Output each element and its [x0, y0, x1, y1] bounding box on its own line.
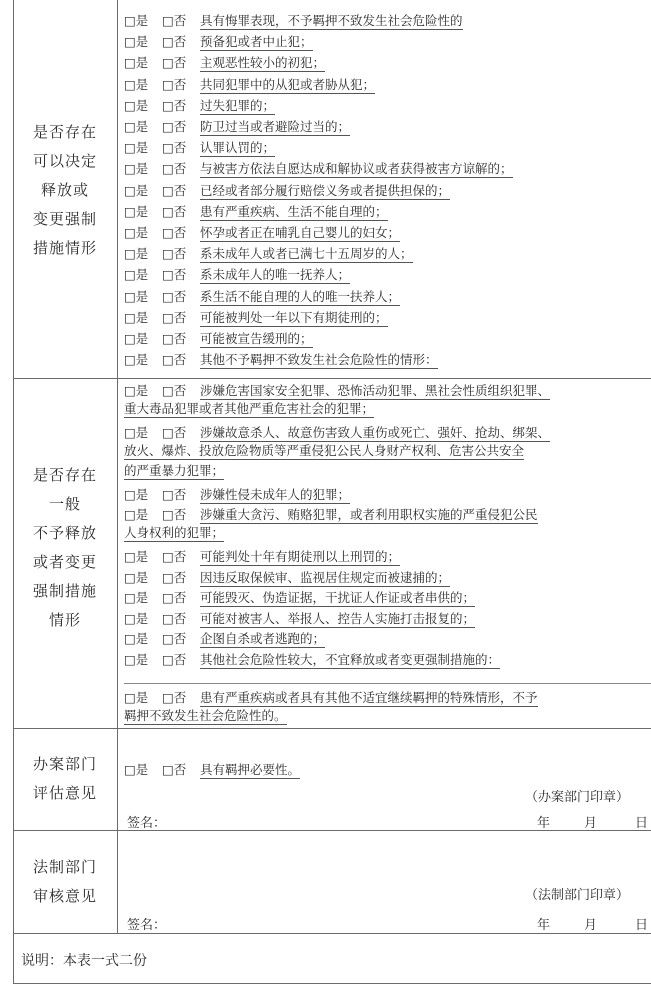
section1-item-11 — [124, 223, 651, 242]
section1-item-5 — [124, 96, 651, 115]
section3-label — [13, 750, 117, 808]
no-checkbox[interactable]: □否 — [162, 352, 187, 368]
item-text: 涉嫌性侵未成年人的犯罪； — [200, 487, 351, 502]
section1-item-1 — [124, 11, 651, 30]
section2-item-2 — [124, 423, 651, 442]
section2-item-3 — [124, 588, 651, 607]
no-checkbox[interactable]: □否 — [162, 161, 187, 177]
item-text: 的严重暴力犯罪； — [124, 463, 225, 478]
section3-month: 月 — [584, 816, 598, 831]
section4-day: 日 — [635, 918, 649, 933]
item-text: 具有悔罪表现，不予羁押不致发生社会危险性的 — [200, 13, 463, 28]
yes-checkbox[interactable]: □是 — [124, 425, 149, 440]
section1-item-4 — [124, 75, 651, 94]
item-text: 企图自杀或者逃跑的； — [200, 631, 326, 647]
yes-checkbox[interactable]: □是 — [124, 549, 149, 564]
yes-checkbox[interactable]: □是 — [124, 267, 149, 283]
section3-seal: （办案部门印章） — [525, 790, 630, 805]
section1-item-12 — [124, 244, 651, 263]
item-text: 重大毒品犯罪或者其他严重危害社会的犯罪； — [124, 401, 375, 416]
section1-label-line: 可以决定 — [32, 152, 97, 170]
yes-checkbox[interactable]: □是 — [124, 140, 149, 156]
no-checkbox[interactable]: □否 — [162, 631, 187, 647]
section2-label-line: 是否存在 — [32, 466, 97, 484]
yes-checkbox[interactable]: □是 — [124, 507, 149, 522]
divider-4 — [13, 933, 651, 934]
yes-checkbox[interactable]: □是 — [124, 246, 149, 262]
section2-label — [13, 461, 117, 635]
item-text: 过失犯罪的； — [200, 97, 276, 113]
section1-item-6 — [124, 117, 651, 136]
no-checkbox[interactable]: □否 — [162, 549, 187, 564]
section1-item-14 — [124, 287, 651, 306]
yes-checkbox[interactable]: □是 — [124, 610, 149, 626]
section2-label-line: 或者变更 — [32, 553, 97, 571]
section1-label-line: 变更强制 — [32, 210, 97, 228]
section2-item-1-cont — [124, 401, 651, 418]
yes-checkbox[interactable]: □是 — [124, 13, 149, 28]
yes-checkbox[interactable]: □是 — [124, 203, 149, 219]
item-text: 系未成年人的唯一抚养人； — [200, 267, 351, 283]
section3-sign: 签名： — [127, 816, 167, 831]
section1-label — [13, 118, 117, 263]
no-checkbox[interactable]: □否 — [162, 309, 187, 325]
item-text: 因违反取保候审、监视居住规定而被逮捕的； — [200, 569, 451, 585]
yes-checkbox[interactable]: □是 — [124, 55, 149, 71]
item-text: 预备犯或者中止犯； — [200, 34, 313, 50]
no-checkbox[interactable]: □否 — [162, 383, 187, 398]
no-checkbox[interactable]: □否 — [162, 140, 187, 156]
section3-year: 年 — [537, 816, 551, 831]
section4-seal: （法制部门印章） — [525, 888, 630, 903]
section2-item-4-cont — [124, 525, 651, 542]
item-text: 防卫过当或者避险过当的； — [200, 119, 351, 134]
section2-item-4 — [124, 609, 651, 628]
no-checkbox[interactable]: □否 — [162, 182, 187, 198]
item-text: 系未成年人或者已满七十五周岁的人； — [200, 246, 413, 262]
yes-checkbox[interactable]: □是 — [124, 119, 149, 134]
no-checkbox[interactable]: □否 — [162, 76, 187, 92]
item-text: 可能判处十年有期徒刑以上刑罚的； — [200, 549, 401, 564]
yes-checkbox[interactable]: □是 — [124, 383, 149, 398]
yes-checkbox[interactable]: □是 — [124, 309, 149, 325]
section2-label-line: 一般 — [48, 495, 81, 513]
yes-checkbox[interactable]: □是 — [124, 331, 149, 346]
section1-item-15 — [124, 308, 651, 327]
section1-item-17 — [124, 350, 651, 369]
section2-item-5 — [124, 629, 651, 648]
section4-year: 年 — [537, 918, 551, 933]
section4-label — [13, 853, 117, 911]
item-text: 认罪认罚的； — [200, 140, 276, 156]
yes-checkbox[interactable]: □是 — [124, 225, 149, 240]
section2-label-line: 强制措施 — [32, 582, 97, 600]
form-note: 说明：本表一式二份 — [21, 953, 147, 969]
no-checkbox[interactable]: □否 — [162, 652, 187, 667]
no-checkbox[interactable]: □否 — [162, 569, 187, 585]
no-checkbox[interactable]: □否 — [162, 225, 187, 240]
item-text: 放火、爆炸、投放危险物质等严重侵犯公民人身财产权利、危害公共安全 — [124, 443, 525, 458]
section3-day: 日 — [635, 816, 649, 831]
yes-checkbox[interactable]: □是 — [124, 352, 149, 368]
section1-item-2 — [124, 32, 651, 51]
section1-item-13 — [124, 265, 651, 284]
divider-2 — [13, 728, 651, 729]
section2-label-line: 不予释放 — [32, 524, 97, 542]
section1-label-line: 措施情形 — [32, 239, 97, 257]
section1-item-7 — [124, 138, 651, 157]
special-item — [124, 688, 651, 707]
no-checkbox[interactable]: □否 — [162, 487, 187, 502]
yes-checkbox[interactable]: □是 — [124, 182, 149, 198]
yes-checkbox[interactable]: □是 — [124, 690, 149, 705]
section1-item-10 — [124, 202, 651, 221]
item-text: 可能对被害人、举报人、控告人实施打击报复的； — [200, 610, 476, 626]
yes-checkbox[interactable]: □是 — [124, 631, 149, 647]
item-text: 可能毁灭、伪造证据，干扰证人作证或者串供的； — [200, 590, 476, 606]
item-text: 人身权利的犯罪； — [124, 525, 225, 540]
yes-checkbox[interactable]: □是 — [124, 97, 149, 113]
section1-item-8 — [124, 159, 651, 178]
no-checkbox[interactable]: □否 — [162, 267, 187, 283]
section2-item-1 — [124, 381, 651, 400]
no-checkbox[interactable]: □否 — [162, 425, 187, 440]
divider-3 — [13, 830, 651, 831]
section4-month: 月 — [584, 918, 598, 933]
section1-item-16 — [124, 329, 651, 348]
no-checkbox[interactable]: □否 — [162, 590, 187, 606]
no-checkbox[interactable]: □否 — [162, 610, 187, 626]
section2-item-1 — [124, 547, 651, 566]
no-checkbox[interactable]: □否 — [162, 13, 187, 28]
assessment-form — [13, 0, 651, 984]
section2-item-3 — [124, 485, 651, 504]
section2-label-line: 情形 — [48, 611, 81, 629]
no-checkbox[interactable]: □否 — [162, 288, 187, 304]
item-text: 患有严重疾病或者具有其他不适宜继续羁押的特殊情形，不予 — [200, 690, 538, 705]
section4-label-line: 审核意见 — [32, 887, 97, 905]
item-text: 可能被判处一年以下有期徒刑的； — [200, 309, 388, 325]
item-text: 可能被宣告缓刑的； — [200, 331, 313, 346]
yes-checkbox[interactable]: □是 — [124, 34, 149, 50]
no-checkbox[interactable]: □否 — [162, 246, 187, 262]
item-text: 系生活不能自理的人的唯一扶养人； — [200, 288, 401, 304]
section2-item-2 — [124, 568, 651, 587]
section1-item-3 — [124, 53, 651, 72]
section1-item-9 — [124, 181, 651, 200]
yes-checkbox[interactable]: □是 — [124, 288, 149, 304]
no-checkbox[interactable]: □否 — [162, 55, 187, 71]
column-divider — [117, 0, 118, 933]
item-text: 涉嫌重大贪污、贿赂犯罪，或者利用职权实施的严重侵犯公民 — [200, 507, 538, 522]
item-text: 涉嫌故意杀人、故意伤害致人重伤或死亡、强奸、抢劫、绑架、 — [200, 425, 551, 440]
item-text: 已经或者部分履行赔偿义务或者提供担保的； — [200, 182, 451, 198]
no-checkbox[interactable]: □否 — [162, 34, 187, 50]
item-text: 主观恶性较小的初犯； — [200, 55, 326, 71]
section2-item-2-cont — [124, 463, 651, 480]
no-checkbox[interactable]: □否 — [162, 690, 187, 705]
yes-checkbox[interactable]: □是 — [124, 487, 149, 502]
yes-checkbox[interactable]: □是 — [124, 161, 149, 177]
yes-checkbox[interactable]: □是 — [124, 590, 149, 606]
section3-label-line: 评估意见 — [32, 784, 97, 802]
no-checkbox[interactable]: □否 — [162, 119, 187, 134]
item-text: 与被害方依法自愿达成和解协议或者获得被害方谅解的； — [200, 161, 513, 177]
special-separator — [124, 683, 651, 684]
item-text: 共同犯罪中的从犯或者胁从犯； — [200, 76, 376, 92]
special-item-cont — [124, 708, 651, 725]
divider-1 — [13, 378, 651, 379]
section3-item — [124, 760, 651, 779]
item-text: 怀孕或者正在哺乳自己婴儿的妇女； — [200, 225, 401, 240]
no-checkbox[interactable]: □否 — [162, 203, 187, 219]
no-checkbox[interactable]: □否 — [162, 762, 187, 777]
item-text: 其他不予羁押不致发生社会危险性的情形： — [200, 352, 438, 368]
item-text: 具有羁押必要性。 — [200, 762, 301, 777]
item-text: 涉嫌危害国家安全犯罪、恐怖活动犯罪、黑社会性质组织犯罪、 — [200, 383, 551, 398]
no-checkbox[interactable]: □否 — [162, 331, 187, 346]
no-checkbox[interactable]: □否 — [162, 507, 187, 522]
item-text: 其他社会危险性较大，不宜释放或者变更强制措施的： — [200, 652, 501, 667]
yes-checkbox[interactable]: □是 — [124, 652, 149, 667]
section2-item-4 — [124, 505, 651, 524]
section2-item-2-cont — [124, 443, 651, 460]
item-text: 患有严重疾病、生活不能自理的； — [200, 203, 388, 219]
item-text: 羁押不致发生社会危险性的。 — [124, 708, 287, 723]
no-checkbox[interactable]: □否 — [162, 97, 187, 113]
section3-label-line: 办案部门 — [32, 755, 97, 773]
yes-checkbox[interactable]: □是 — [124, 762, 149, 777]
section1-label-line: 是否存在 — [32, 123, 97, 141]
section1-label-line: 释放或 — [40, 181, 89, 199]
yes-checkbox[interactable]: □是 — [124, 569, 149, 585]
section4-label-line: 法制部门 — [32, 858, 97, 876]
section4-sign: 签名： — [127, 918, 167, 933]
section2-item-6 — [124, 650, 651, 669]
yes-checkbox[interactable]: □是 — [124, 76, 149, 92]
